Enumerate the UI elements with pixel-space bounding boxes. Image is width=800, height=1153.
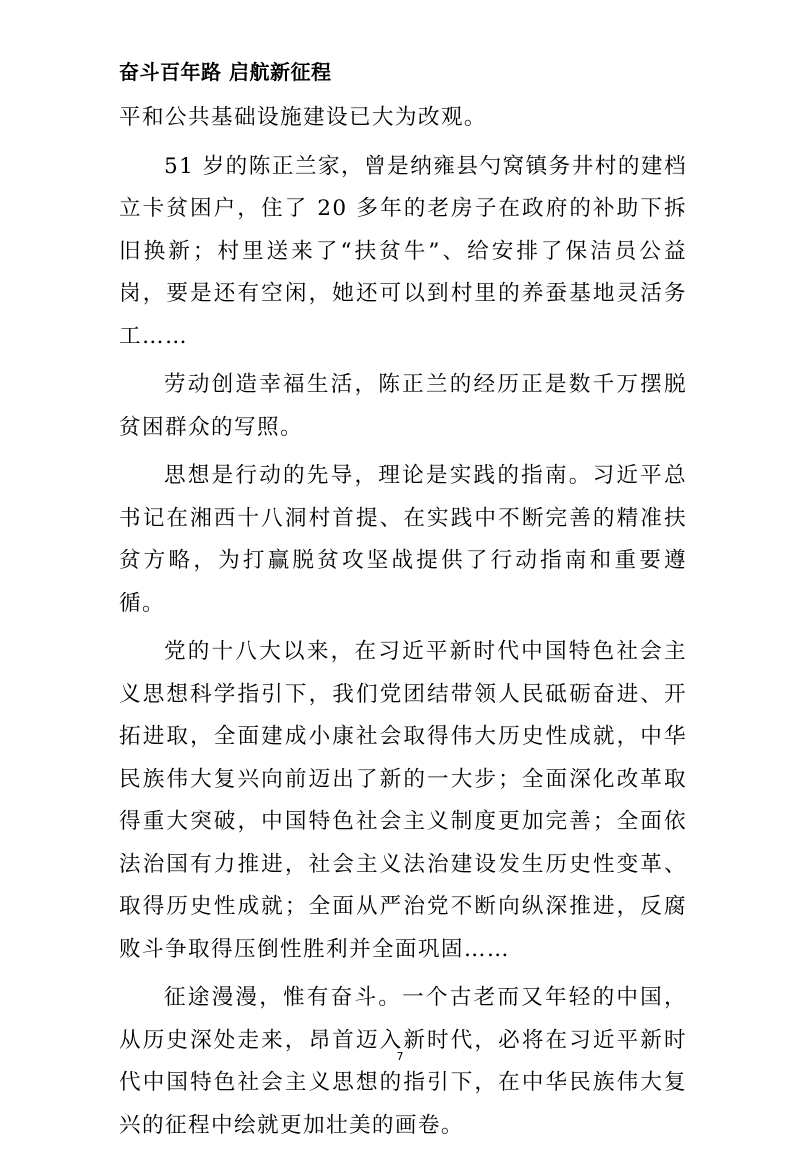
paragraph: 党的十八大以来，在习近平新时代中国特色社会主义思想科学指引下，我们党团结带领人民砥砺奋进、开拓进取，全面建成小康社会取得伟大历史性成就，中华民族伟大复兴向前迈出了新的一大步；全面深化改革取得重大突破，中国特色社会主义制度更加完善；全面依法治国有力推进，社会主义法治建设发生历史性变革、取得历史性成就；全面从严治党不断向纵深推进，反腐败斗争取得压倒性胜利并全面巩固…… [119, 639, 687, 962]
paragraph: 51 岁的陈正兰家，曾是纳雍县勺窝镇务井村的建档立卡贫困户，住了 20 多年的老房子在政府的补助下拆旧换新；村里送来了“扶贫牛”、给安排了保洁员公益岗，要是还有空闲，她还可以到村里的养蚕基地灵活务工…… [119, 153, 687, 349]
paragraph: 劳动创造幸福生活，陈正兰的经历正是数千万摆脱贫困群众的写照。 [119, 372, 687, 440]
paragraph-continuation: 平和公共基础设施建设已大为改观。 [119, 105, 487, 130]
page-number: 7 [396, 1050, 404, 1063]
paragraph: 思想是行动的先导，理论是实践的指南。习近平总书记在湘西十八洞村首提、在实践中不断完善的精准扶贫方略，为打赢脱贫攻坚战提供了行动指南和重要遵循。 [119, 463, 687, 616]
article-body [119, 97, 687, 1153]
paragraph: 征途漫漫，惟有奋斗。一个古老而又年轻的中国，从历史深处走来，昂首迈入新时代，必将在习近平新时代中国特色社会主义思想的指引下，在中华民族伟大复兴的征程中绘就更加壮美的画卷。 [119, 985, 687, 1138]
running-header: 奋斗百年路 启航新征程 [119, 60, 332, 84]
